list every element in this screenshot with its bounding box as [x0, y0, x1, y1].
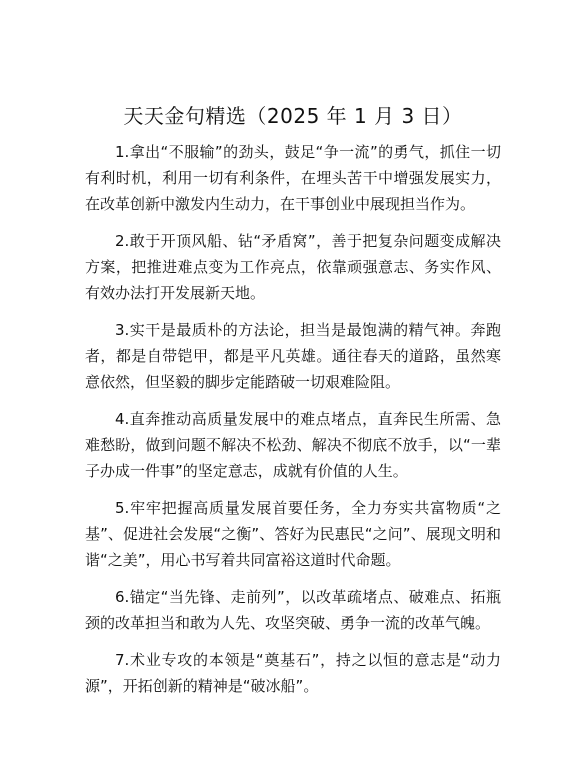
quote-paragraph-5: 5.牢牢把握高质量发展首要任务，全力夯实共富物质“之基”、促进社会发展“之衡”、答好为民惠民“之问”、展现文明和谐“之美”，用心书写着共同富裕这道时代命题。: [85, 499, 501, 569]
quote-paragraph-4: 4.直奔推动高质量发展中的难点堵点，直奔民生所需、急难愁盼，做到问题不解决不松劲、解决不彻底不放手，以“一辈子办成一件事”的坚定意志，成就有价值的人生。: [85, 410, 501, 480]
quote-paragraph-6: 6.锚定“当先锋、走前列”，以改革疏堵点、破难点、拓瓶颈的改革担当和敢为人先、攻坚突破、勇争一流的改革气魄。: [85, 588, 501, 632]
quote-paragraph-3: 3.实干是最质朴的方法论，担当是最饱满的精气神。奔跑者，都是自带铠甲，都是平凡英雄。通往春天的道路，虽然寒意依然，但坚毅的脚步定能踏破一切艰难险阻。: [85, 321, 501, 391]
document-body: [85, 139, 501, 710]
quote-paragraph-1: 1.拿出“不服输”的劲头，鼓足“争一流”的勇气，抓住一切有利时机，利用一切有利条件，在埋头苦干中增强发展实力，在改革创新中激发内生动力，在干事创业中展现担当作为。: [85, 143, 501, 213]
quote-paragraph-7: 7.术业专攻的本领是“奠基石”，持之以恒的意志是“动力源”，开拓创新的精神是“破冰船”。: [85, 651, 501, 695]
quote-paragraph-2: 2.敢于开顶风船、钻“矛盾窝”，善于把复杂问题变成解决方案，把推进难点变为工作亮点，依靠顽强意志、务实作风、有效办法打开发展新天地。: [85, 232, 501, 302]
document-title: 天天金句精选（2025 年 1 月 3 日）: [123, 104, 463, 128]
